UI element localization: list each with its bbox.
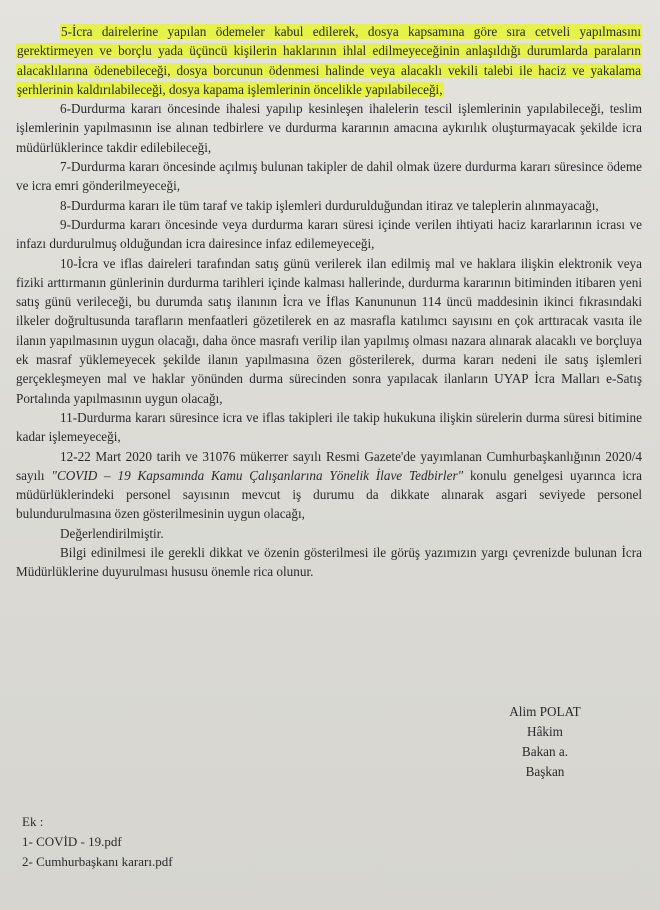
paragraph-7: 7-Durdurma kararı öncesinde açılmış bulunan takipler de dahil olmak üzere durdurma kararı süresince ödeme ve icra emri gönderilmeyeceği, xyxy=(16,159,642,194)
signature-block xyxy=(460,702,630,782)
paragraph-10: 10-İcra ve iflas daireleri tarafından satış günü verilerek ilan edilmiş mal ve haklara ilişkin elektronik veya fiziki arttırmanın günlerinin durdurma tarihleri içinde kalması hallerinde, durdurma kararının bitiminden itibaren yeni satış günü verileceği, bu durumda satış ilanının İcra ve İflas Kanununun 114 üncü maddesinin ikinci fıkrasındaki ilkeler doğrultusunda tarafların menfaatleri gözetilerek en az masrafla katılımcı sayısını en çok arttıracak vasıta ile ilanın yapılmasının uygun olacağı, daha önce masrafı verilip ilan yapılmış olması nazara alınarak alacaklı ve borçluya ek masraf yüklemeyecek şekilde ilanın yapılmasına özen gösterilerek, durma kararı nedeni ile satış işlemleri gerçekleşmeyen mal ve haklar yönünden durma sürecinden sonra yapılacak ilanların UYAP İcra Malları e-Satış Portalında yapılmasının uygun olacağı, xyxy=(16,255,642,406)
signatory-role-1: Bakan a. xyxy=(521,744,569,759)
enclosures-label: Ek : xyxy=(22,814,44,829)
enclosure-item-1: 1- COVİD - 19.pdf xyxy=(22,834,122,849)
document-body xyxy=(16,22,642,582)
signatory-name: Alim POLAT xyxy=(509,704,581,719)
paragraph-11: 11-Durdurma kararı süresince icra ve iflas takipleri ile takip hukukuna ilişkin sürelerin durma süresi bitimine kadar işlemeyeceği, xyxy=(16,409,642,445)
evaluated-line: Değerlendirilmiştir. xyxy=(60,525,164,541)
enclosures-list xyxy=(22,812,173,872)
circular-title: "COVID – 19 Kapsamında Kamu Çalışanlarına Yönelik İlave Tedbirler" xyxy=(51,467,464,483)
highlighted-text: 5-İcra dairelerine yapılan ödemeler kabul edilerek, dosya kapsamına göre sıra cetveli yapılmasını gerektirmeyen ve borçlu yada üçüncü kişilerin haklarının ihlal edilmeyeceğinin anlaşıldığı durumlarda paraların alacaklılarına ödenebileceği, dosya borcunun ödenmesi halinde veya alacaklı vekili talebi ile haciz ve yakalama şerhlerinin kaldırılabileceği, dosya kapama işlemlerinin öncelikle yapılabileceği, xyxy=(17,24,641,97)
signatory-role-2: Başkan xyxy=(525,764,565,779)
paragraph-12 xyxy=(16,447,642,524)
paragraph-9: 9-Durdurma kararı öncesinde veya durdurma kararı süresi içinde verilen ihtiyati haciz kararlarının icrası ve infazı durdurulmuş olduğundan icra dairesince infaz edilemeyeceği, xyxy=(16,216,642,252)
paragraph-12-before: 12-22 Mart 2020 tarih ve 31076 mükerrer sayılı Resmi Gazete'de yayımlanan Cumhurbaşkanlığının 2020/4 sayılı xyxy=(16,448,642,483)
paragraph-12-after: konulu genelgesi uyarınca icra müdürlüklerindeki personel sayısının mevcut iş durumu da dikkate alınarak asgari seviyede personel bulundurulmasına özen gösterilmesinin uygun olacağı, xyxy=(16,467,643,522)
paragraph-5 xyxy=(16,22,642,99)
paragraph-8: 8-Durdurma kararı ile tüm taraf ve takip işlemleri durdurulduğundan itiraz ve taleplerin alınmayacağı, xyxy=(60,197,599,213)
paragraph-6: 6-Durdurma kararı öncesinde ihalesi yapılıp kesinleşen ihalelerin tescil işlemlerinin yapılabileceği, teslim işlemlerinin yapılmasının ise alınan tedbirlere ve durdurma kararının amacına aykırılık oluşturmayacak şekilde icra müdürlüklerince takdir edilebileceği, xyxy=(16,101,642,155)
signatory-title: Hâkim xyxy=(527,724,563,739)
enclosure-item-2: 2- Cumhurbaşkanı kararı.pdf xyxy=(22,854,173,869)
closing-request: Bilgi edinilmesi ile gerekli dikkat ve özenin gösterilmesi ile görüş yazımızın yargı çevrenizde bulunan İcra Müdürlüklerine duyurulması hususu önemle rica olunur. xyxy=(16,545,642,580)
